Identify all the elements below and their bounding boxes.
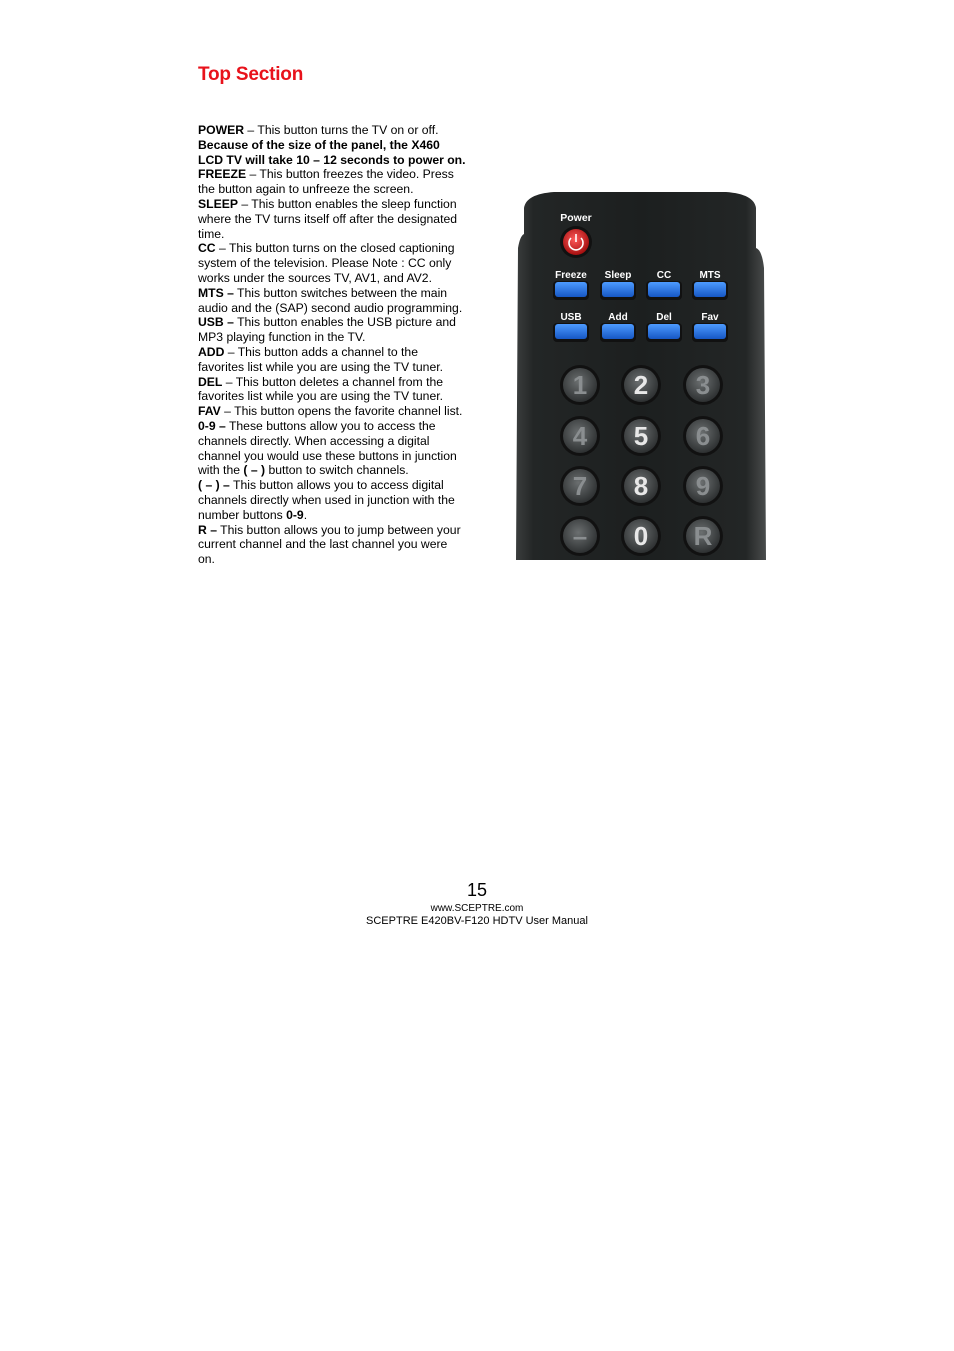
- bold-term: POWER: [198, 123, 245, 137]
- description-text: – This button opens the favorite channel list.: [220, 404, 463, 419]
- description-text: – This button turns on the closed captioning system of the television. Please Note : CC only works under the sources TV, AV1, and AV2.: [198, 241, 455, 285]
- keypad-digit: 6: [695, 421, 711, 451]
- channel-function-label: Del: [656, 312, 672, 323]
- description-paragraph: [198, 523, 466, 567]
- bold-term: 0-9 –: [198, 418, 226, 433]
- remote-control-image: [514, 188, 766, 560]
- keypad-digit: 2: [633, 370, 649, 400]
- channel-function-button: [555, 324, 587, 339]
- description-paragraph: [198, 123, 466, 138]
- power-label: Power: [560, 212, 592, 224]
- bold-term: 0-9: [286, 507, 304, 522]
- keypad-digit: 1: [572, 370, 588, 400]
- channel-function-label: Fav: [701, 312, 719, 323]
- bold-term: Because of the size of the panel, the X460 LCD TV will take 10 – 12 seconds to power on.: [198, 137, 466, 167]
- keypad-digit: 0: [633, 521, 649, 551]
- bold-term: FREEZE: [198, 167, 247, 182]
- channel-function-label: USB: [560, 312, 582, 323]
- page-title: Top Section: [198, 64, 304, 85]
- description-text: – This button deletes a channel from the favorites list while you are using the TV tuner.: [198, 374, 444, 404]
- channel-function-button: [602, 324, 634, 339]
- description-text: – This button turns the TV on or off.: [244, 123, 439, 137]
- channel-function-button: [694, 324, 726, 339]
- keypad-digit: 8: [633, 471, 649, 501]
- channel-function-button: [648, 324, 680, 339]
- function-label: MTS: [699, 270, 721, 281]
- keypad-digit: 4: [572, 421, 588, 451]
- website: www.SCEPTRE.com: [430, 903, 524, 914]
- description-paragraph: [198, 404, 466, 419]
- description-text: .: [303, 507, 308, 522]
- description-text: – This button adds a channel to the favorites list while you are using the TV tuner.: [198, 344, 444, 374]
- description-paragraph: [198, 167, 466, 197]
- bold-term: ( – ) –: [198, 478, 230, 493]
- function-button: [602, 282, 634, 297]
- bold-term: MTS –: [198, 285, 234, 300]
- description-text: This button switches between the main audio and the (SAP) second audio programming.: [198, 285, 463, 315]
- keypad-digit: 7: [572, 471, 588, 501]
- page-number: 15: [466, 880, 488, 900]
- description-paragraph: [198, 241, 466, 285]
- description-text: This button enables the USB picture and MP3 playing function in the TV.: [198, 315, 456, 345]
- function-label: Sleep: [604, 270, 632, 281]
- function-button: [555, 282, 587, 297]
- bold-term: R –: [198, 522, 217, 537]
- bold-term: SLEEP: [198, 196, 238, 211]
- bold-term: DEL: [198, 374, 223, 389]
- bold-term: USB –: [198, 315, 234, 330]
- description-text: – This button enables the sleep function where the TV turns itself off after the designated time.: [198, 196, 458, 241]
- description-text: These buttons allow you to access the channels directly. When accessing a digital channel you would use these buttons in junction with the: [198, 418, 457, 478]
- function-button: [648, 282, 680, 297]
- function-button: [694, 282, 726, 297]
- keypad-digit: 3: [695, 370, 711, 400]
- manual-title: SCEPTRE E420BV-F120 HDTV User Manual: [366, 915, 588, 927]
- description-paragraph: [198, 419, 466, 478]
- description-text: This button allows you to jump between your current channel and the last channel you were on.: [198, 522, 461, 567]
- bold-term: ( – ): [243, 463, 266, 478]
- keypad-digit: –: [572, 521, 588, 551]
- description-text: This button allows you to access digital channels directly when used in junction with the number buttons: [198, 478, 455, 522]
- description-paragraph: [198, 345, 466, 375]
- keypad-digit: R: [693, 521, 713, 551]
- function-label: CC: [656, 270, 672, 281]
- description-paragraph: [198, 138, 466, 168]
- bold-term: FAV: [198, 404, 221, 419]
- keypad-digit: 5: [633, 421, 649, 451]
- function-label: Freeze: [555, 270, 587, 281]
- description-text: button to switch channels.: [265, 463, 409, 478]
- channel-function-label: Add: [608, 312, 628, 323]
- description-paragraph: [198, 315, 466, 345]
- bold-term: ADD: [198, 344, 225, 359]
- bold-term: CC: [198, 241, 216, 256]
- description-paragraph: [198, 478, 466, 522]
- description-paragraph: [198, 375, 466, 405]
- description-paragraph: [198, 197, 466, 241]
- button-descriptions: [198, 123, 466, 567]
- description-paragraph: [198, 286, 466, 316]
- keypad-digit: 9: [695, 471, 711, 501]
- description-text: – This button freezes the video. Press the button again to unfreeze the screen.: [198, 167, 454, 197]
